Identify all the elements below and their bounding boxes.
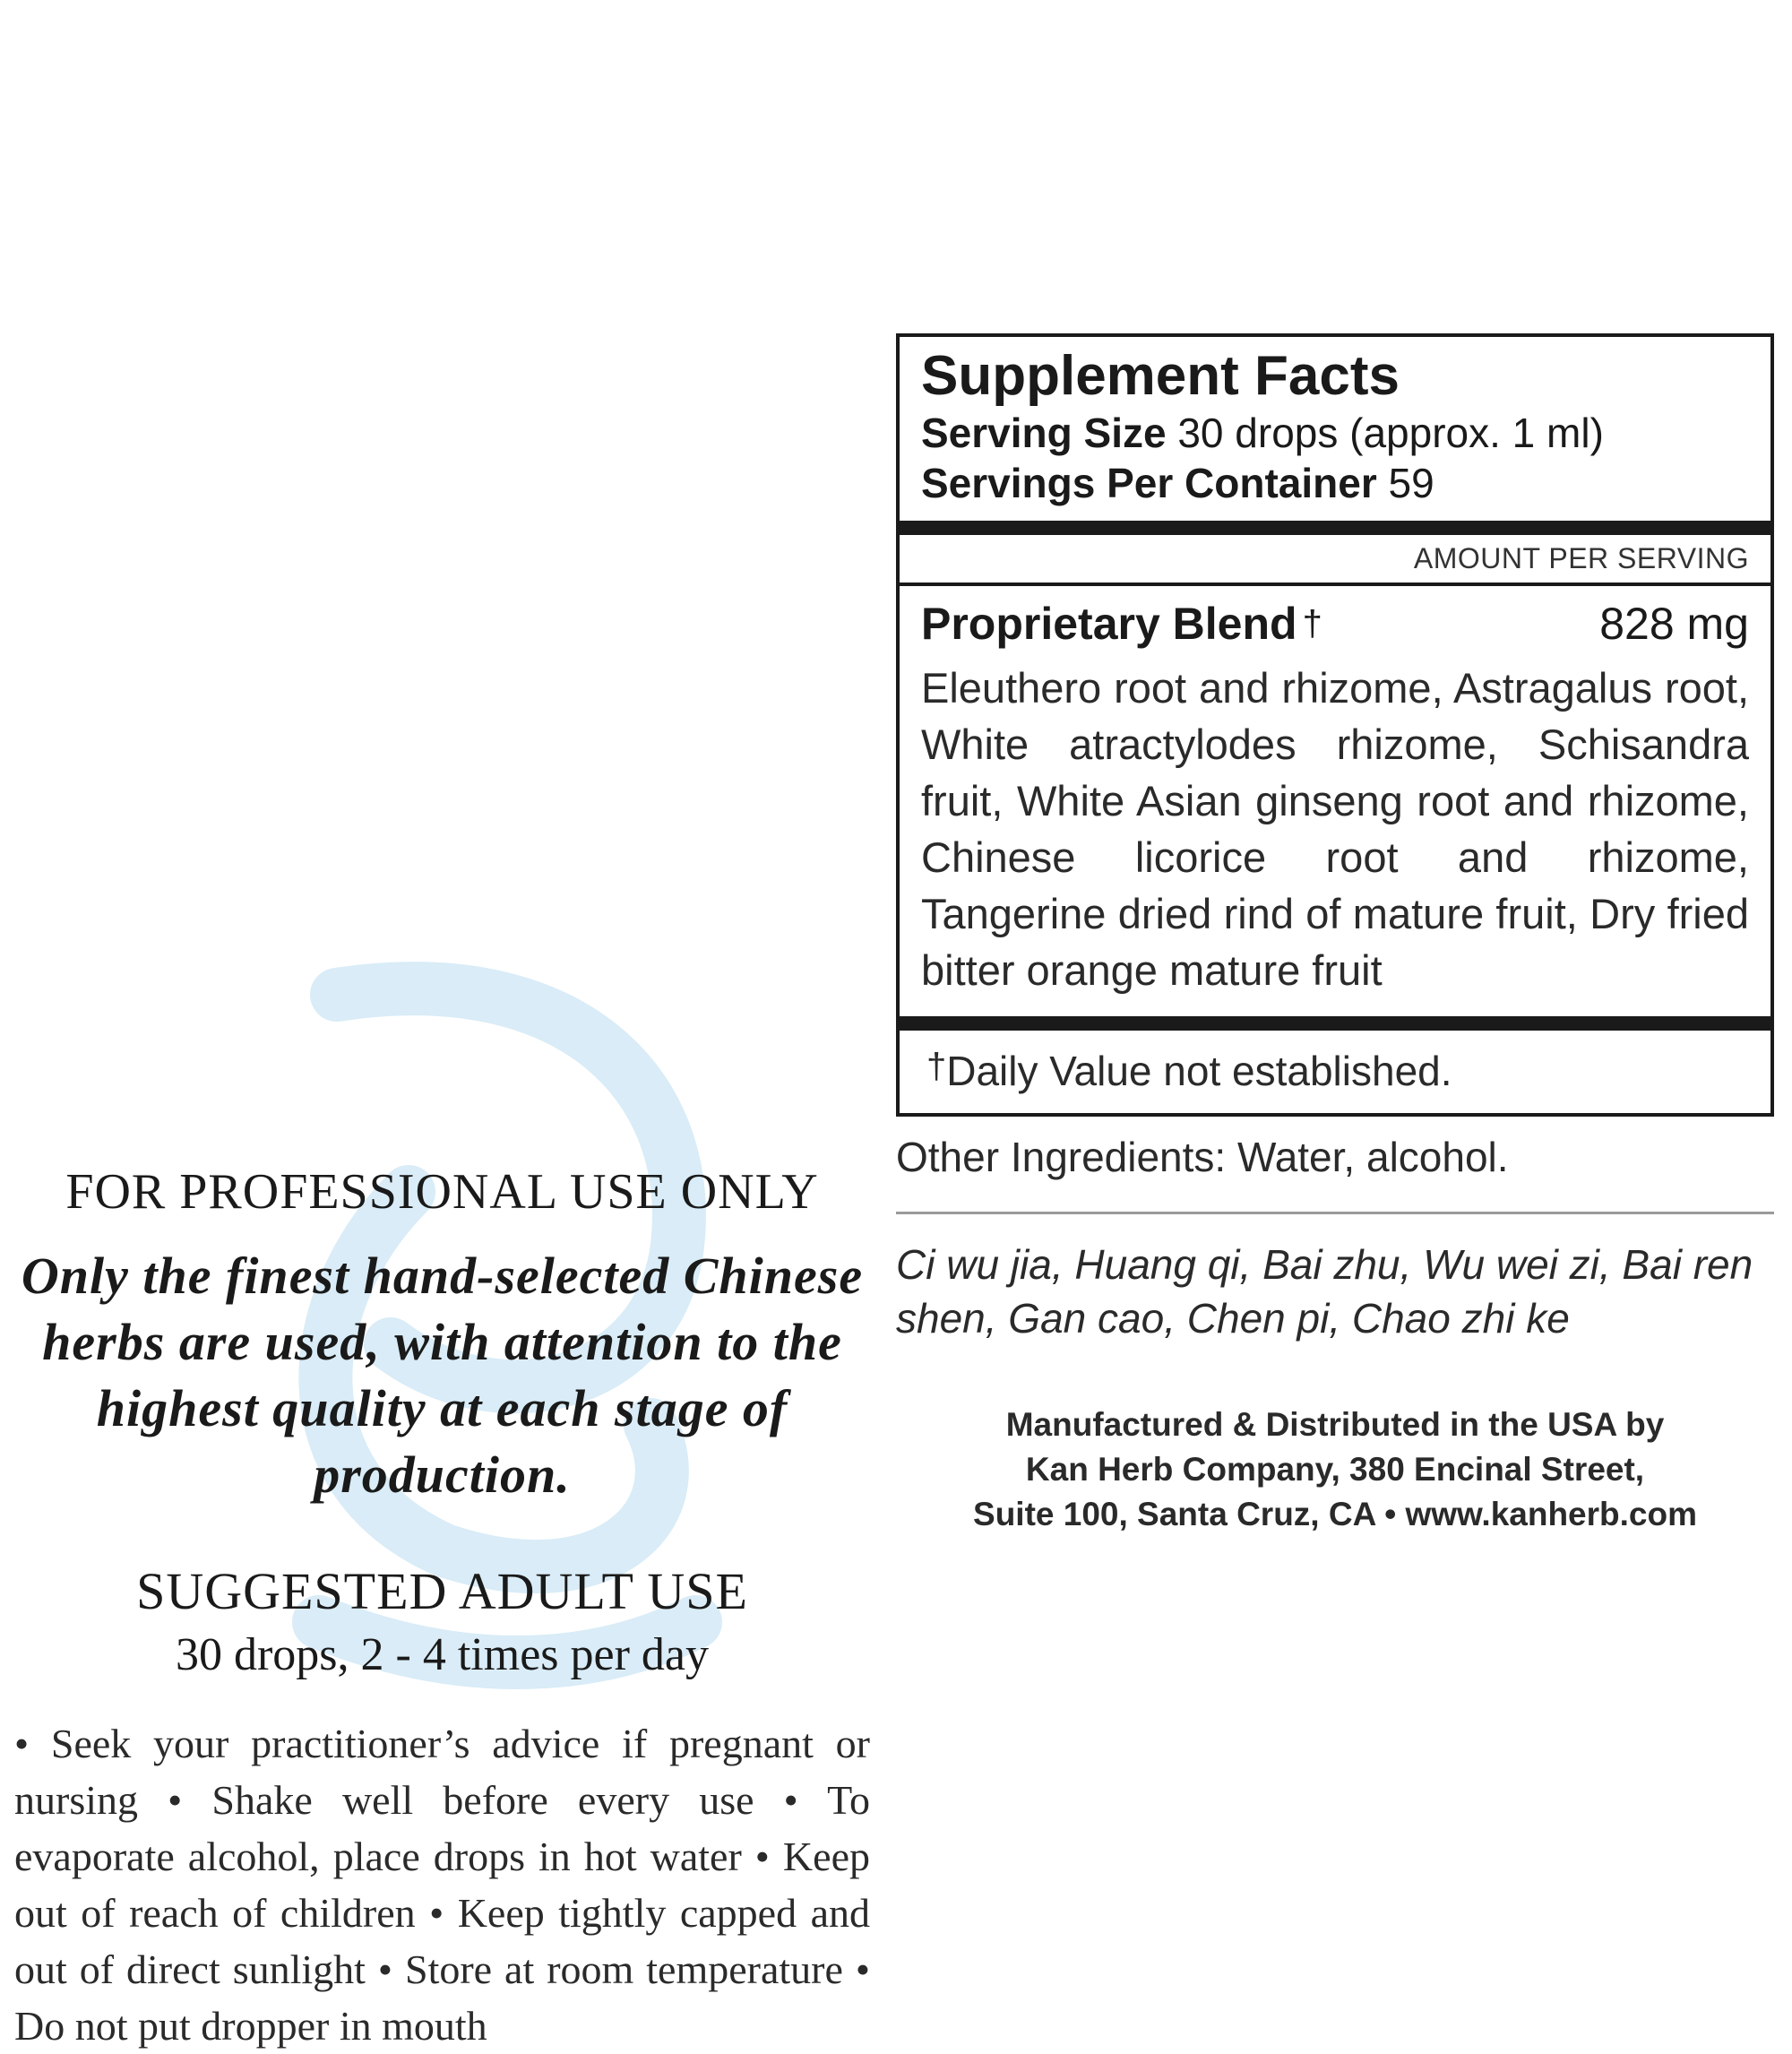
suggested-use-heading: SUGGESTED ADULT USE [136,1562,748,1620]
manufacturer-info [896,1402,1774,1537]
proprietary-blend-ingredients: Eleuthero root and rhizome, Astragalus root, White atractylodes rhizome, Schisandra fruit, White Asian ginseng root and rhizome, Chinese licorice root and rhizome, Tangerine dried rind of mature fruit, Dry fried bitter orange mature fruit [921,664,1749,995]
serving-size-row [921,408,1749,458]
other-ingredients: Other Ingredients: Water, alcohol. [896,1133,1774,1214]
cautions-text: • Seek your practitioner’s advice if pregnant or nursing • Shake well before every use • To evaporate alcohol, place drops in hot water • Keep out of reach of children • Keep tightly capped and out of direct sunlight • Store at room temperature • Do not put dropper in mouth [14,1721,870,2050]
professional-use-heading: FOR PROFESSIONAL USE ONLY [65,1164,819,1220]
serving-size-value: 30 drops (approx. 1 ml) [1177,410,1604,457]
manufacturer-line-1: Manufactured & Distributed in the USA by [1005,1406,1665,1444]
manufacturer-line-3: Suite 100, Santa Cruz, CA • www.kanherb.com [973,1496,1697,1533]
pinyin-herb-names: Ci wu jia, Huang qi, Bai zhu, Wu wei zi, Bai ren shen, Gan cao, Chen pi, Chao zhi ke [896,1241,1753,1342]
dv-dagger-symbol: † [926,1047,947,1087]
dagger-symbol: † [1302,604,1322,644]
proprietary-blend-label [921,595,1322,652]
quality-tagline: Only the finest hand-selected Chinese herbs are used, with attention to the highest quality at each stage of production. [21,1247,864,1504]
facts-divider-thick [900,521,1770,535]
facts-title: Supplement Facts [921,345,1400,407]
servings-per-container-label: Servings Per Container [921,460,1377,507]
suggested-use-dose: 30 drops, 2 - 4 times per day [175,1628,709,1680]
proprietary-blend-amount: 828 mg [1599,599,1749,650]
daily-value-text: Daily Value not established. [946,1048,1452,1095]
servings-per-container-row [921,458,1749,508]
facts-header [900,337,1770,521]
proprietary-blend-row [921,595,1749,652]
servings-per-container-value: 59 [1388,460,1434,507]
left-column [14,350,870,2054]
facts-divider-bottom [900,1016,1770,1031]
right-column [896,333,1774,1537]
daily-value-note [900,1031,1770,1113]
serving-size-label: Serving Size [921,410,1167,457]
proprietary-blend-section [900,586,1770,1016]
proprietary-blend-name: Proprietary Blend [921,599,1297,650]
supplement-facts-panel [896,333,1774,1117]
manufacturer-line-2: Kan Herb Company, 380 Encinal Street, [1025,1451,1645,1489]
amount-per-serving-header: AMOUNT PER SERVING [1413,542,1749,575]
